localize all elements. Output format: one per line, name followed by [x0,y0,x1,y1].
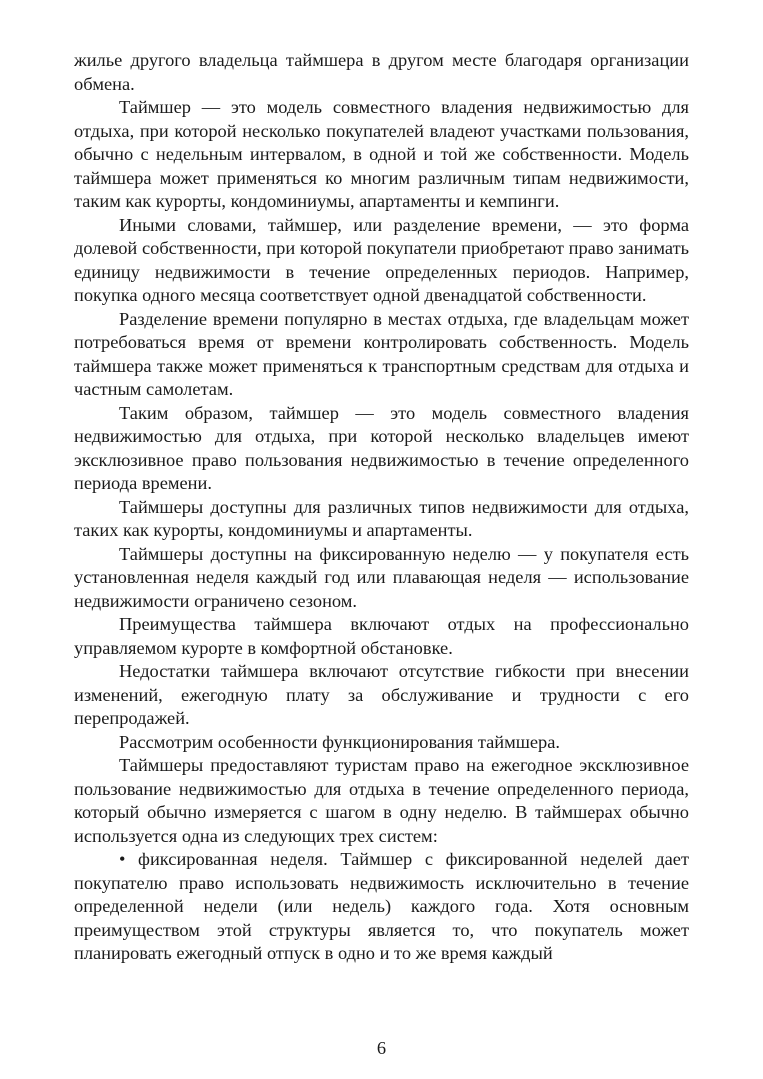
paragraph-time-division: Иными словами, таймшер, или разделение времени, — это форма долевой собственности, при которой покупатели приобретают право занимать единицу недвижимости в течение определенных периодов. Например, покупка одного месяца соответствует одной двенадцатой собственности. [74,214,689,305]
paragraph-summary: Таким образом, таймшер — это модель совместного владения недвижимостью для отдыха, при которой несколько владельцев имеют эксклюзивное право пользования недвижимостью в течение определенного периода времени. [74,402,689,493]
page-number: 6 [376,1038,387,1058]
paragraph-continuation: жилье другого владельца таймшера в другом месте благодаря организации обмена. [74,50,689,94]
paragraph-systems-intro: Таймшеры предоставляют туристам право на ежегодное эксклюзивное пользование недвижимостью для отдыха в течение определенного периода, который обычно измеряется с шагом в одну неделю. В таймшерах обычно используется одна из следующих трех систем: [74,755,689,846]
paragraph-popularity: Разделение времени популярно в местах отдыха, где владельцам может потребоваться время от времени контролировать собственность. Модель таймшера также может применяться к транспортным средствам для отдыха и частным самолетам. [74,308,689,399]
paragraph-disadvantages: Недостатки таймшера включают отсутствие гибкости при внесении изменений, ежегодную плату за обслуживание и трудности с его перепродажей. [74,661,689,728]
document-body [74,49,689,966]
paragraph-advantages: Преимущества таймшера включают отдых на профессионально управляемом курорте в комфортной обстановке. [74,614,689,658]
paragraph-functioning: Рассмотрим особенности функционирования таймшера. [119,731,561,752]
paragraph-timeshare-definition: Таймшер — это модель совместного владения недвижимостью для отдыха, при которой несколько покупателей владеют участками пользования, обычно с недельным интервалом, в одной и той же собственности. Модель таймшера может применяться ко многим различным типам недвижимости, таким как курорты, кондоминиумы, апартаменты и кемпинги. [74,97,689,211]
bullet-fixed-week: • фиксированная неделя. Таймшер с фиксированной неделей дает покупателю право использовать недвижимость исключительно в течение определенной недели (или недель) каждого года. Хотя основным преимуществом этой структуры является то, что покупатель может планировать ежегодный отпуск в одно и то же время каждый [74,849,689,963]
paragraph-property-types: Таймшеры доступны для различных типов недвижимости для отдыха, таких как курорты, кондоминиумы и апартаменты. [74,496,689,540]
paragraph-fixed-floating-week: Таймшеры доступны на фиксированную неделю — у покупателя есть установленная неделя каждый год или плавающая неделя — использование недвижимости ограничено сезоном. [74,543,689,611]
